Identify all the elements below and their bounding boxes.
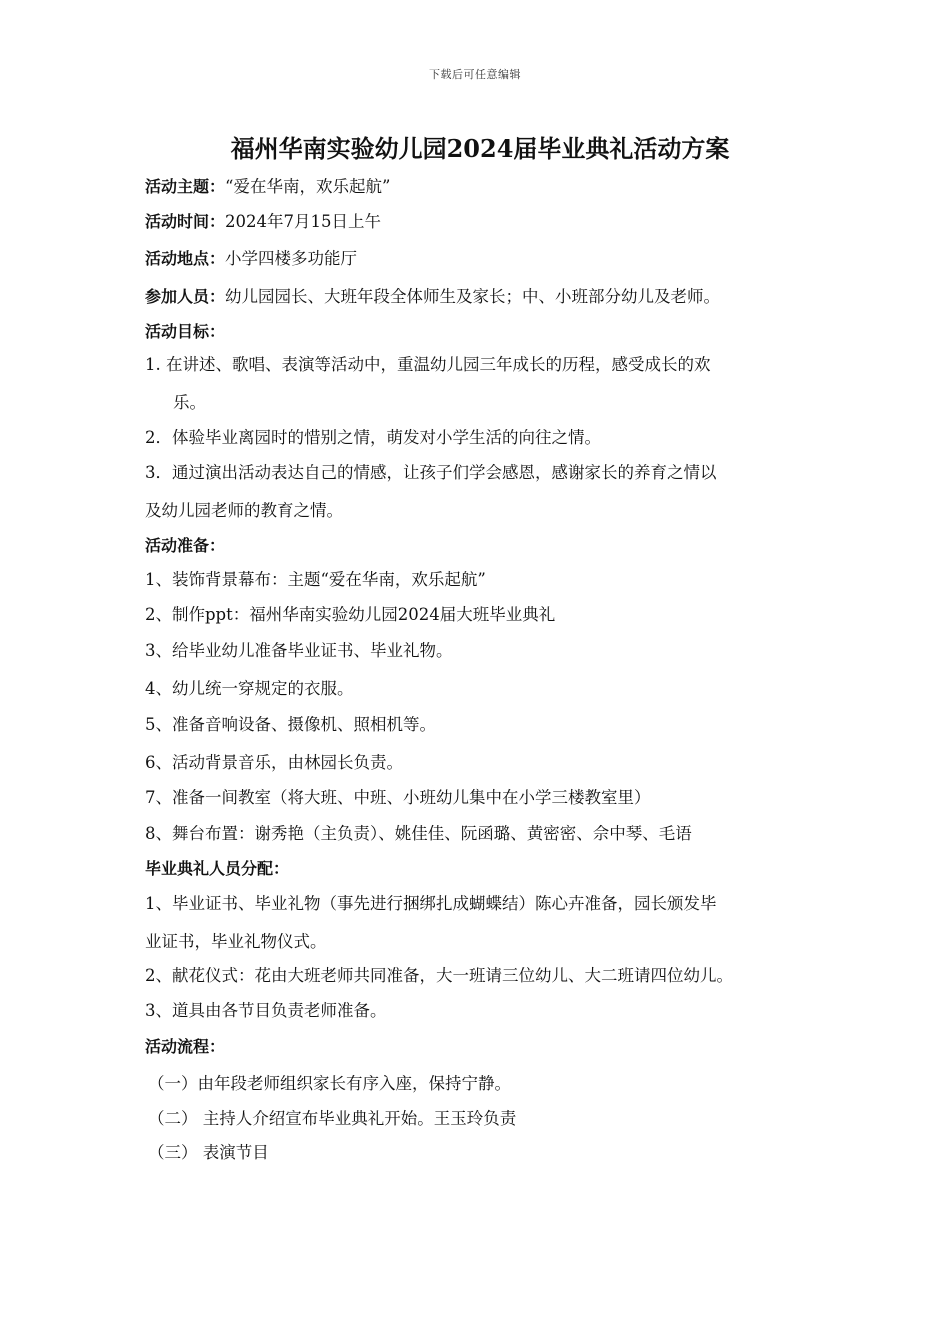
staff-item-3: 3、道具由各节目负责老师准备。 bbox=[145, 1001, 387, 1020]
place-label: 活动地点： bbox=[145, 249, 226, 268]
prep-item-4: 4、幼儿统一穿规定的衣服。 bbox=[145, 679, 354, 698]
goal-item-1-line-1: 1. 在讲述、歌唱、表演等活动中，重温幼儿园三年成长的历程，感受成长的欢 bbox=[145, 355, 711, 374]
staff-item-2: 2、献花仪式：花由大班老师共同准备，大一班请三位幼儿、大二班请四位幼儿。 bbox=[145, 966, 733, 985]
staff-heading: 毕业典礼人员分配： bbox=[145, 859, 290, 878]
theme-value: “爱在华南，欢乐起航” bbox=[225, 177, 391, 196]
people-line bbox=[145, 285, 825, 309]
goals-heading: 活动目标： bbox=[145, 322, 226, 341]
theme-label: 活动主题： bbox=[145, 177, 226, 196]
time-label: 活动时间： bbox=[145, 212, 226, 231]
document-title: 福州华南实验幼儿园2024届毕业典礼活动方案 bbox=[230, 134, 730, 163]
prep-item-5: 5、准备音响设备、摄像机、照相机等。 bbox=[145, 715, 436, 734]
flow-item-3: （三） 表演节目 bbox=[148, 1143, 269, 1162]
people-label: 参加人员： bbox=[145, 287, 226, 306]
staff-item-1-line-2: 业证书，毕业礼物仪式。 bbox=[145, 932, 327, 951]
place-value: 小学四楼多功能厅 bbox=[225, 249, 358, 268]
prep-item-1: 1、装饰背景幕布：主题“爱在华南，欢乐起航” bbox=[145, 570, 486, 589]
prep-item-3: 3、给毕业幼儿准备毕业证书、毕业礼物。 bbox=[145, 641, 453, 660]
place-line bbox=[145, 247, 825, 271]
prep-heading: 活动准备： bbox=[145, 536, 226, 555]
goal-item-3-line-1: 3．通过演出活动表达自己的情感，让孩子们学会感恩，感谢家长的养育之情以 bbox=[145, 463, 717, 482]
people-value: 幼儿园园长、大班年段全体师生及家长；中、小班部分幼儿及老师。 bbox=[225, 287, 721, 306]
prep-item-8: 8、舞台布置：谢秀艳（主负责）、姚佳佳、阮函璐、黄密密、佘中琴、毛语 bbox=[145, 824, 692, 843]
goal-item-2: 2．体验毕业离园时的惜别之情，萌发对小学生活的向往之情。 bbox=[145, 428, 601, 447]
prep-item-2: 2、制作ppt：福州华南实验幼儿园2024届大班毕业典礼 bbox=[145, 605, 556, 624]
flow-heading: 活动流程： bbox=[145, 1037, 226, 1056]
header-note: 下载后可任意编辑 bbox=[429, 68, 521, 81]
staff-item-1-line-1: 1、毕业证书、毕业礼物（事先进行捆绑扎成蝴蝶结）陈心卉准备，园长颁发毕 bbox=[145, 894, 717, 913]
goal-item-1-line-2: 乐。 bbox=[173, 393, 206, 412]
theme-line bbox=[145, 175, 825, 199]
goal-item-3-line-2: 及幼儿园老师的教育之情。 bbox=[145, 501, 343, 520]
time-value: 2024年7月15日上午 bbox=[225, 212, 382, 231]
flow-item-2: （二） 主持人介绍宣布毕业典礼开始。王玉玲负责 bbox=[148, 1109, 517, 1128]
prep-item-7: 7、准备一间教室（将大班、中班、小班幼儿集中在小学三楼教室里） bbox=[145, 788, 651, 807]
time-line bbox=[145, 210, 825, 234]
flow-item-1: （一）由年段老师组织家长有序入座，保持宁静。 bbox=[148, 1074, 511, 1093]
prep-item-6: 6、活动背景音乐，由林园长负责。 bbox=[145, 753, 403, 772]
